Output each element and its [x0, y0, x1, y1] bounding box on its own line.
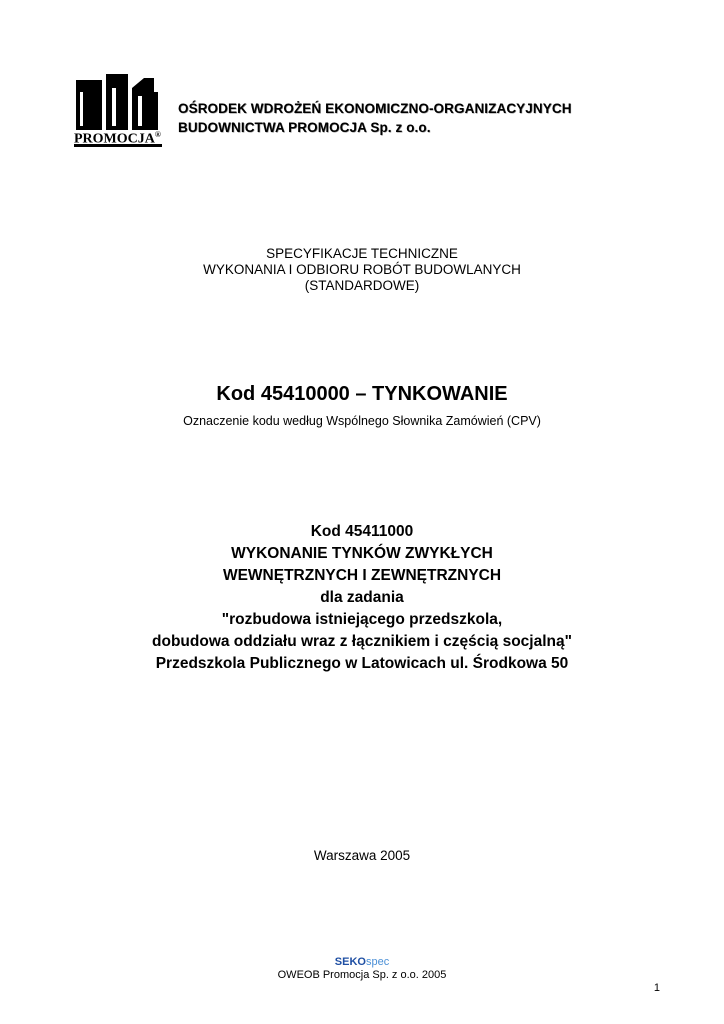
logo-wordmark: PROMOCJA [74, 131, 155, 147]
spec-line1: SPECYFIKACJE TECHNICZNE [266, 246, 458, 261]
sub-code: Kod 45411000 [310, 523, 414, 540]
footer-note: OWEOB Promocja Sp. z o.o. 2005 [277, 969, 447, 981]
task-name-line2: dobudowa oddziału wraz z łącznikiem i częścią socjalną" [152, 633, 572, 650]
page-number: 1 [653, 982, 660, 994]
spec-heading [0, 246, 724, 294]
spec-line2: WYKONANIA I ODBIORU ROBÓT BUDOWLANYCH [203, 262, 521, 277]
task-title-line1: WYKONANIE TYNKÓW ZWYKŁYCH [231, 545, 493, 562]
task-block [0, 521, 724, 675]
promocja-logo [74, 72, 174, 150]
for-task-label: dla zadania [320, 589, 404, 606]
organization-name-line1: OŚRODEK WDROŻEŃ EKONOMICZNO-ORGANIZACYJNYCH [178, 101, 572, 116]
footer-brand [0, 955, 724, 969]
place-date: Warszawa 2005 [313, 848, 411, 863]
task-title-line2: WEWNĘTRZNYCH I ZEWNĘTRZNYCH [222, 567, 502, 584]
logo-text [74, 126, 170, 149]
task-name-line1: "rozbudowa istniejącego przedszkola, [221, 611, 503, 628]
brand-bold-part: SEKO [334, 956, 366, 968]
organization-name [178, 99, 698, 137]
brand-light-part: spec [365, 956, 390, 968]
cpv-note: Oznaczenie kodu według Wspólnego Słownika Zamówień (CPV) [183, 414, 541, 428]
organization-name-line2: BUDOWNICTWA PROMOCJA Sp. z o.o. [178, 120, 431, 135]
main-code-title: Kod 45410000 – TYNKOWANIE [216, 383, 508, 405]
spec-line3: (STANDARDOWE) [304, 278, 420, 293]
task-name-line3: Przedszkola Publicznego w Latowicach ul. Środkowa 50 [155, 655, 569, 672]
registered-mark: ® [154, 130, 161, 139]
